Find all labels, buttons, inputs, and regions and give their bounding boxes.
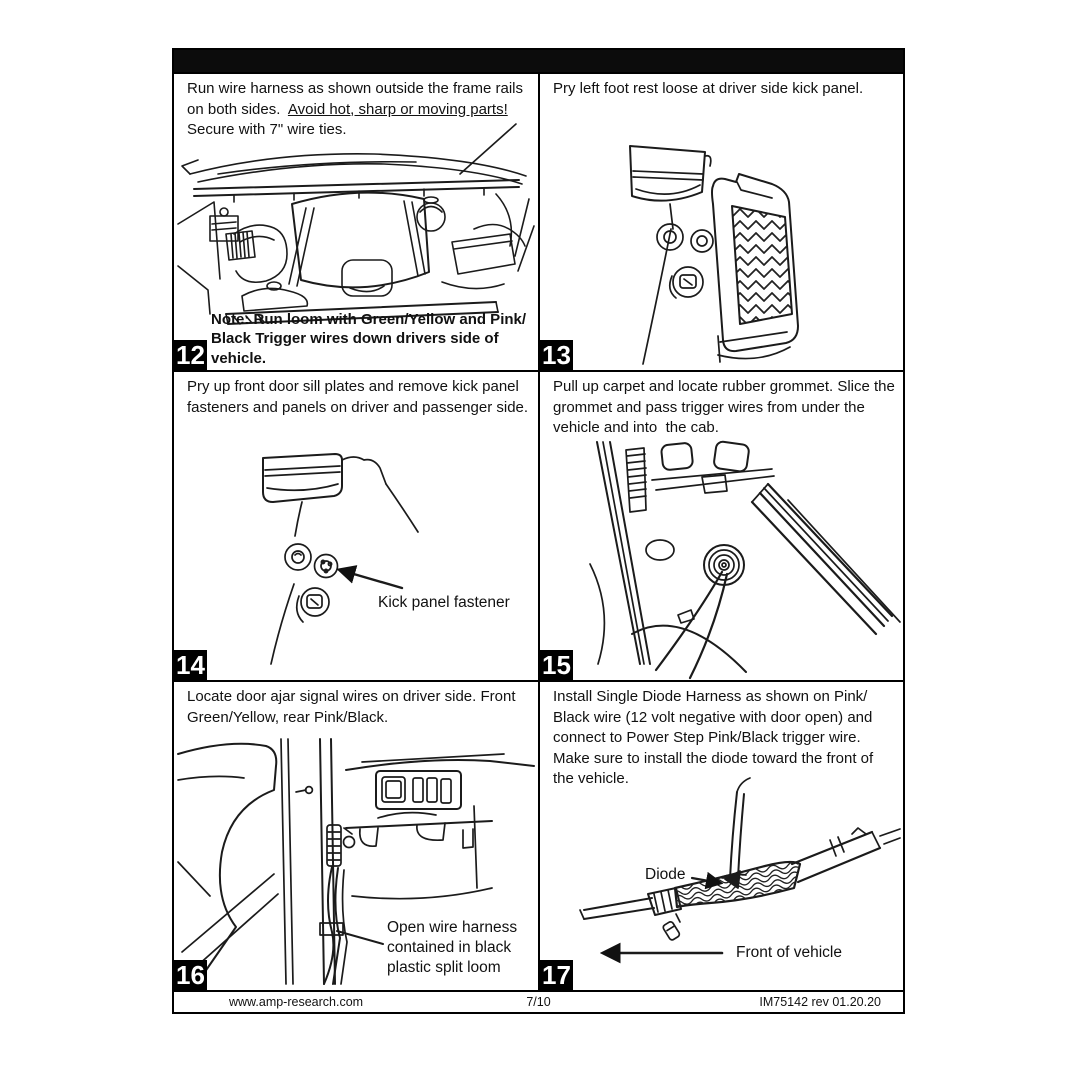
step-12-instruction bbox=[174, 74, 538, 141]
step-17-number-badge: 17 bbox=[540, 960, 573, 990]
panel-step-14 bbox=[174, 372, 538, 680]
panel-step-16 bbox=[174, 682, 538, 990]
step-15-number-badge: 15 bbox=[540, 650, 573, 680]
footer-website: www.amp-research.com bbox=[229, 995, 364, 1009]
step-12-warning-text: Avoid hot, sharp or moving parts! bbox=[287, 100, 508, 118]
step-17-instruction: Install Single Diode Harness as shown on Pink/ Black wire (12 volt negative with door open) and connect to Power Step Pink/Black trigger wire. Make sure to install the diode toward the front of the vehicle. bbox=[553, 688, 878, 787]
split-loom-label: Open wire harness contained in black plastic split loom bbox=[387, 919, 518, 976]
front-of-vehicle-label: Front of vehicle bbox=[736, 944, 842, 961]
footer-page-number: 7/10 bbox=[526, 995, 551, 1009]
step-12-text-end: Secure with 7" wire ties. bbox=[187, 100, 517, 138]
step-12-note: Note: Run loom with Green/Yellow and Pink/ Black Trigger wires down drivers side of vehicle. bbox=[211, 310, 527, 367]
kick-panel-fastener-label: Kick panel fastener bbox=[378, 594, 510, 611]
step-16-number-badge: 16 bbox=[174, 960, 207, 990]
door-sill-drawing bbox=[174, 372, 538, 680]
step-13-number-badge: 13 bbox=[540, 340, 573, 370]
step-14-number-badge: 14 bbox=[174, 650, 207, 680]
page-frame bbox=[172, 48, 905, 1014]
kick-panel-drawing bbox=[540, 74, 903, 370]
panel-step-17 bbox=[540, 682, 903, 990]
step-16-instruction: Locate door ajar signal wires on driver side. Front Green/Yellow, rear Pink/Black. bbox=[187, 688, 520, 726]
step-12-number-badge: 12 bbox=[174, 340, 207, 370]
step-15-instruction: Pull up carpet and locate rubber grommet. Slice the grommet and pass trigger wires from under the vehicle and into the cab. bbox=[553, 378, 900, 436]
panel-step-12 bbox=[174, 74, 538, 370]
panel-step-15 bbox=[540, 372, 903, 680]
top-black-bar bbox=[174, 50, 903, 72]
page-footer bbox=[174, 992, 903, 1012]
diode-label: Diode bbox=[645, 866, 686, 883]
step-12-text: Run wire harness as shown outside the frame rails on both sides. bbox=[187, 80, 528, 118]
step-13-instruction: Pry left foot rest loose at driver side kick panel. bbox=[553, 80, 864, 97]
footer-revision: IM75142 rev 01.20.20 bbox=[759, 995, 881, 1009]
panel-step-13 bbox=[540, 74, 903, 370]
step-14-instruction: Pry up front door sill plates and remove kick panel fasteners and panels on driver and passenger side. bbox=[187, 378, 529, 416]
